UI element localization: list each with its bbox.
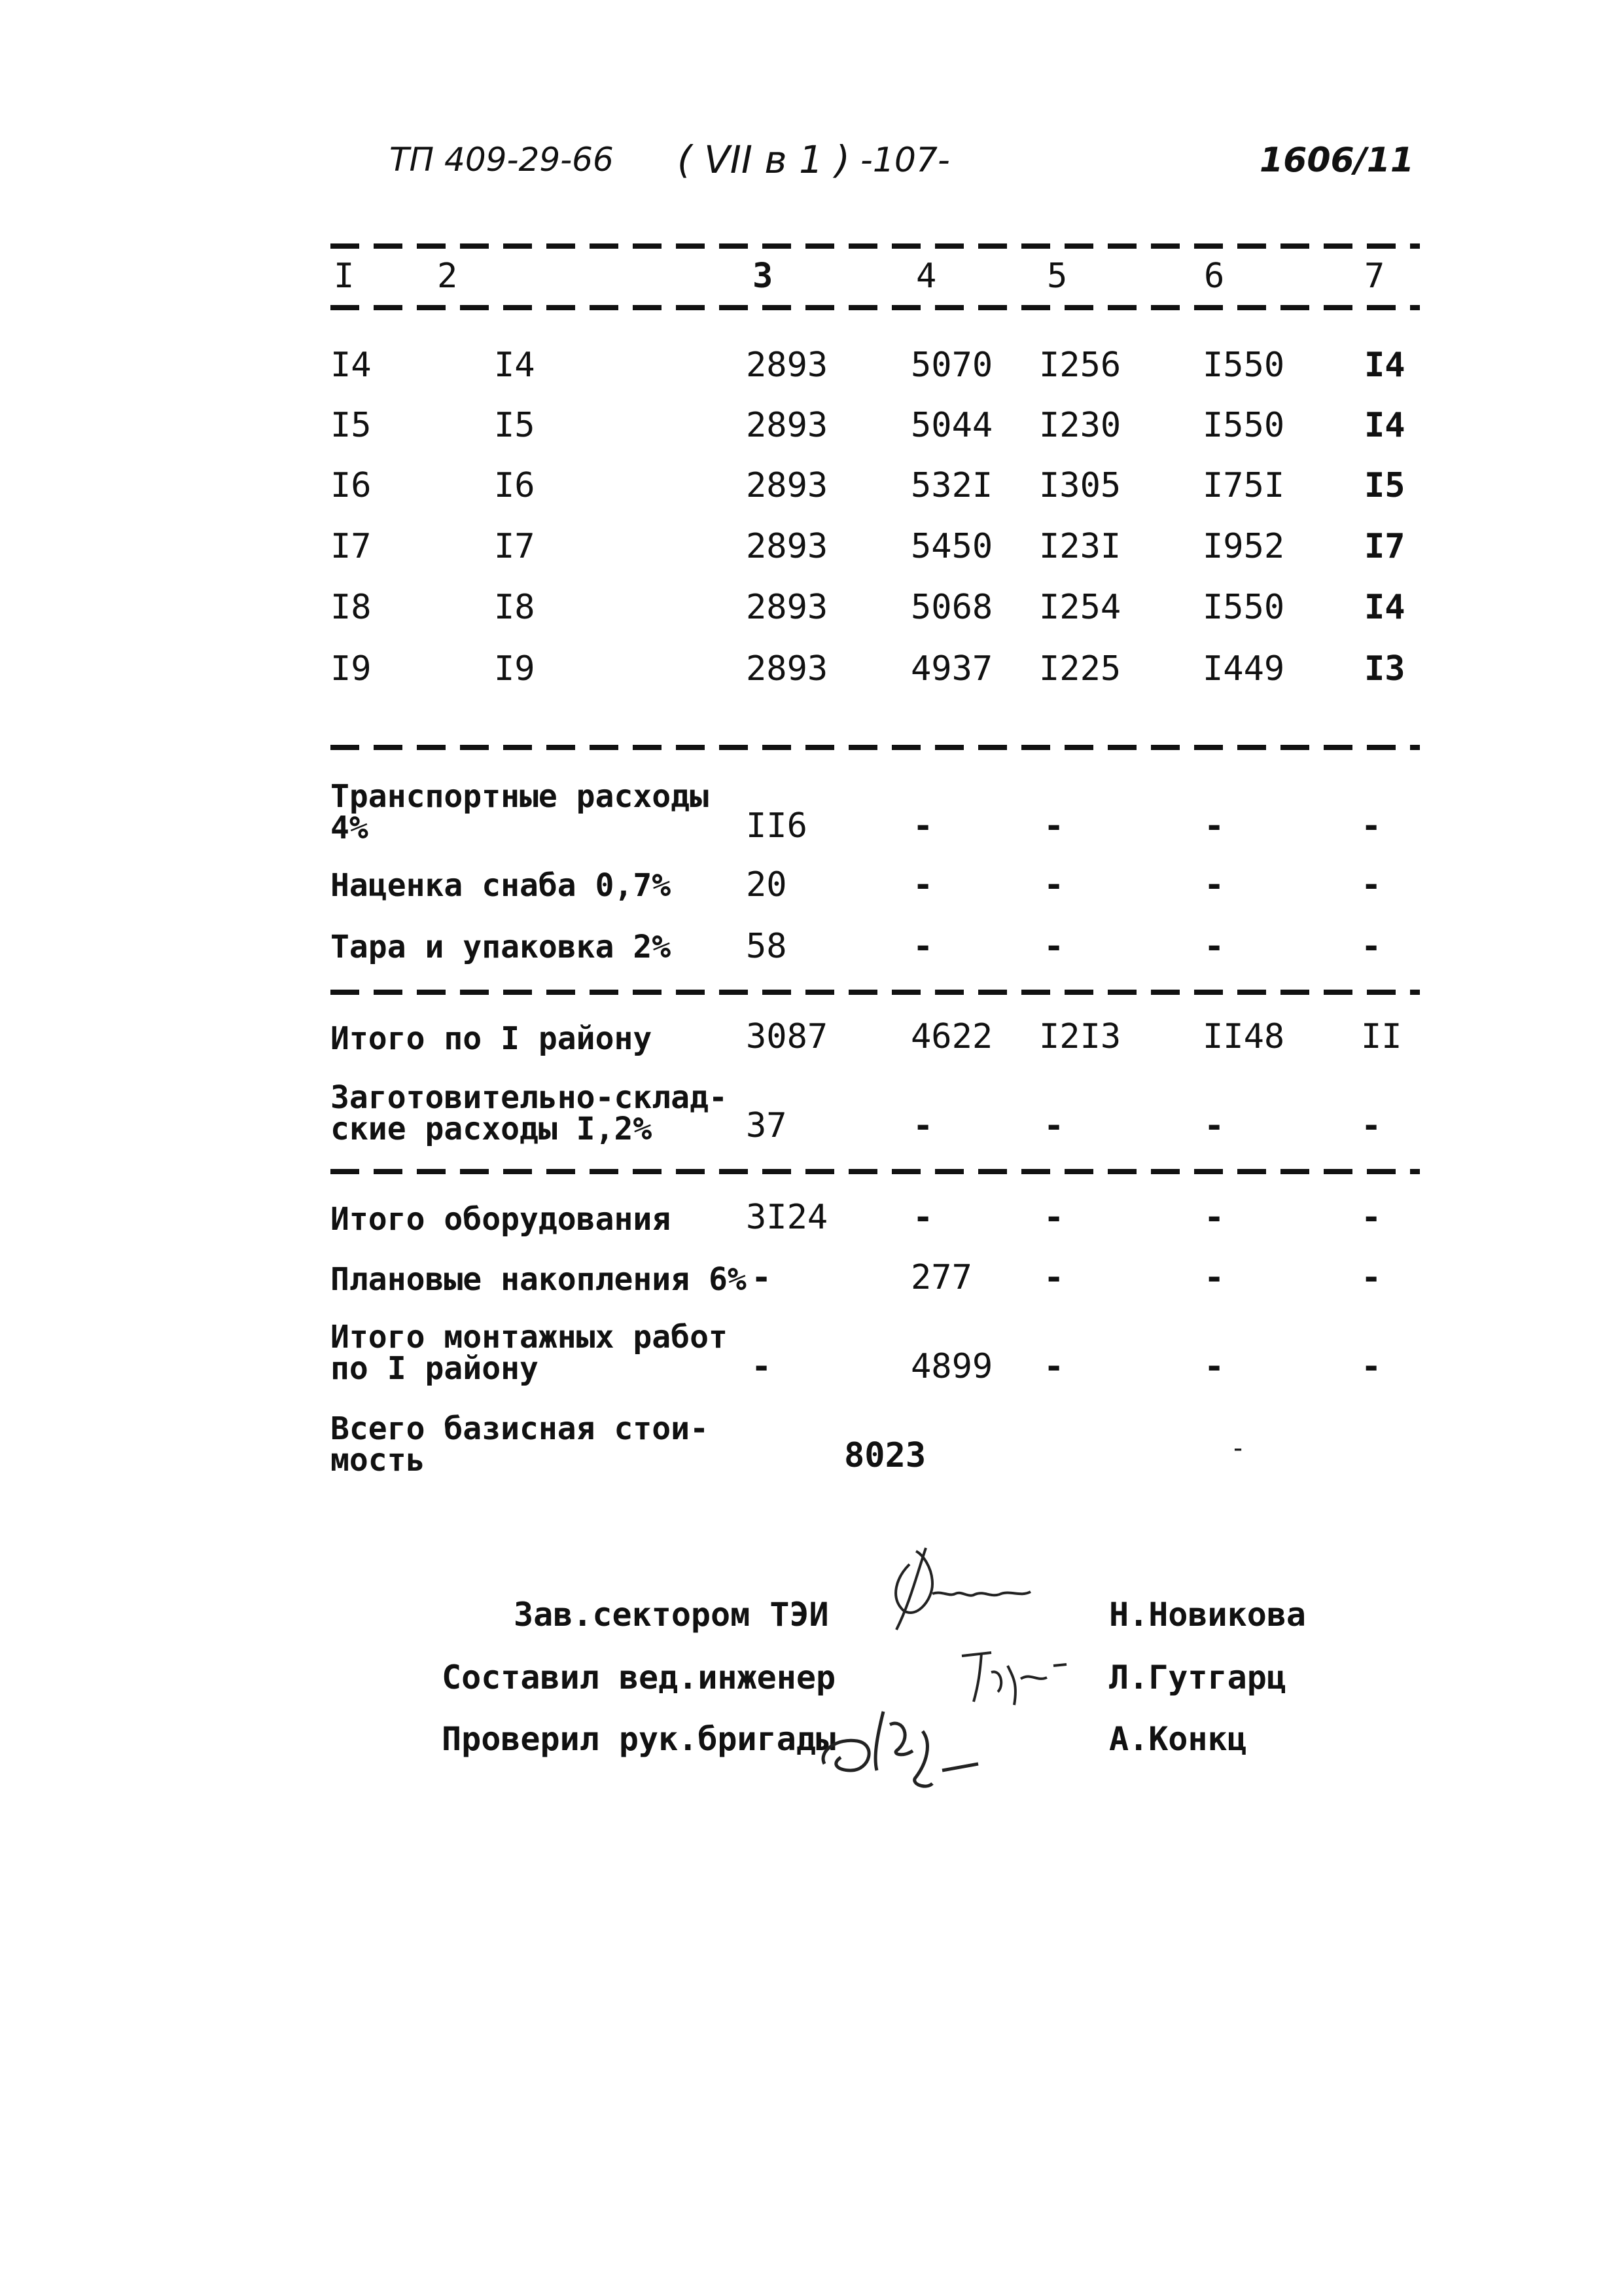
- summary-value: -: [1361, 1198, 1382, 1237]
- summary-label: Заготовительно-склад-: [330, 1079, 728, 1116]
- table-cell: 2893: [746, 527, 828, 566]
- document-code: ТП 409-29-66: [389, 141, 614, 179]
- table-cell: I23I: [1039, 527, 1121, 566]
- summary-value: -: [1044, 927, 1065, 966]
- summary-value: 58: [746, 927, 787, 966]
- summary-value: -: [913, 927, 934, 966]
- summary-label: Итого оборудования: [330, 1201, 671, 1238]
- summary-label: Транспортные расходы: [330, 778, 709, 815]
- table-cell: 5044: [911, 406, 993, 445]
- col-header-5: 5: [1047, 257, 1068, 296]
- summary-label: 4%: [330, 810, 368, 846]
- table-cell: 2893: [746, 406, 828, 445]
- summary-value: -: [1204, 1347, 1225, 1386]
- summary-value: -: [1044, 865, 1065, 905]
- summary-value: -: [1044, 1106, 1065, 1145]
- table-cell: I254: [1039, 588, 1121, 627]
- table-cell: I952: [1203, 527, 1285, 566]
- table-cell: I6: [330, 466, 372, 505]
- summary-value: -: [1204, 1198, 1225, 1237]
- rule-subtotal: [330, 990, 1420, 995]
- sheet-number: 1606/11: [1260, 141, 1415, 180]
- signature-role: Зав.сектором ТЭИ: [514, 1596, 829, 1634]
- summary-value: 37: [746, 1106, 787, 1145]
- signature-name: А.Конкц: [1109, 1720, 1247, 1758]
- table-cell: I5: [494, 406, 535, 445]
- grand-total-value: 8023: [844, 1436, 927, 1475]
- table-cell: I75I: [1203, 466, 1285, 505]
- table-cell: 5068: [911, 588, 993, 627]
- summary-value: 4899: [911, 1347, 993, 1386]
- col-header-3: 3: [752, 257, 773, 296]
- summary-value: -: [1204, 865, 1225, 905]
- table-cell: 5450: [911, 527, 993, 566]
- rule-equipment: [330, 1169, 1420, 1174]
- handwritten-signature: [870, 1538, 1067, 1643]
- col-header-1: I: [334, 257, 355, 296]
- table-cell: I550: [1203, 346, 1285, 385]
- table-cell: I550: [1203, 588, 1285, 627]
- summary-value: 3I24: [746, 1198, 828, 1237]
- summary-value: -: [1044, 806, 1065, 846]
- table-cell: 2893: [746, 346, 828, 385]
- summary-label: Наценка снаба 0,7%: [330, 867, 671, 904]
- rule-top: [330, 243, 1420, 249]
- summary-value: 3087: [746, 1017, 828, 1056]
- summary-value: -: [1230, 1433, 1246, 1463]
- summary-value: -: [1361, 806, 1382, 846]
- summary-value: -: [913, 1198, 934, 1237]
- signature-role: Составил вед.инженер: [442, 1659, 836, 1696]
- summary-label: ские расходы I,2%: [330, 1111, 652, 1147]
- table-cell: I6: [494, 466, 535, 505]
- table-cell: I3: [1364, 649, 1405, 689]
- summary-value: -: [1204, 1106, 1225, 1145]
- page-number: -107-: [860, 141, 950, 180]
- table-cell: I550: [1203, 406, 1285, 445]
- summary-value: 277: [911, 1258, 972, 1297]
- table-cell: I449: [1203, 649, 1285, 689]
- table-cell: 2893: [746, 588, 828, 627]
- table-cell: I256: [1039, 346, 1121, 385]
- table-cell: I7: [1364, 527, 1405, 566]
- summary-label: по I району: [330, 1350, 538, 1387]
- table-cell: I8: [494, 588, 535, 627]
- table-cell: 5070: [911, 346, 993, 385]
- summary-value: II6: [746, 806, 807, 846]
- summary-label: Всего базисная стои-: [330, 1410, 709, 1447]
- handwritten-signature: [811, 1685, 1008, 1797]
- summary-value: I2I3: [1039, 1017, 1121, 1056]
- table-cell: I4: [330, 346, 372, 385]
- summary-label: Итого монтажных работ: [330, 1319, 728, 1355]
- table-cell: I8: [330, 588, 372, 627]
- table-cell: I9: [494, 649, 535, 689]
- summary-value: -: [1204, 927, 1225, 966]
- table-cell: I7: [330, 527, 372, 566]
- table-cell: 4937: [911, 649, 993, 689]
- summary-value: -: [913, 865, 934, 905]
- table-cell: I7: [494, 527, 535, 566]
- rule-data-end: [330, 745, 1420, 750]
- table-cell: I5: [1364, 466, 1405, 505]
- table-cell: I4: [1364, 346, 1405, 385]
- col-header-2: 2: [437, 257, 458, 296]
- summary-value: -: [1044, 1198, 1065, 1237]
- rule-header: [330, 305, 1420, 310]
- summary-value: -: [751, 1258, 772, 1297]
- summary-label: Тара и упаковка 2%: [330, 929, 671, 965]
- sheet-reference: ( VII в 1 ): [677, 137, 850, 182]
- summary-value: -: [1361, 1258, 1382, 1297]
- summary-value: -: [1044, 1347, 1065, 1386]
- summary-value: -: [1361, 1106, 1382, 1145]
- table-cell: 532I: [911, 466, 993, 505]
- summary-value: 20: [746, 865, 787, 905]
- summary-value: -: [1204, 1258, 1225, 1297]
- summary-value: -: [1204, 806, 1225, 846]
- table-cell: I4: [1364, 588, 1405, 627]
- summary-label: мость: [330, 1442, 425, 1479]
- summary-value: -: [1361, 927, 1382, 966]
- table-cell: 2893: [746, 466, 828, 505]
- signature-role: Проверил рук.бригады: [442, 1720, 836, 1758]
- col-header-7: 7: [1364, 257, 1385, 296]
- table-cell: I225: [1039, 649, 1121, 689]
- table-cell: I305: [1039, 466, 1121, 505]
- summary-label: Итого по I району: [330, 1020, 652, 1057]
- signature-name: Н.Новикова: [1109, 1596, 1307, 1634]
- summary-value: -: [1044, 1258, 1065, 1297]
- summary-value: 4622: [911, 1017, 993, 1056]
- summary-value: II48: [1203, 1017, 1285, 1056]
- summary-value: -: [913, 1106, 934, 1145]
- table-cell: I9: [330, 649, 372, 689]
- col-header-4: 4: [916, 257, 937, 296]
- table-cell: I4: [1364, 406, 1405, 445]
- summary-label: Плановые накопления 6%: [330, 1261, 747, 1298]
- summary-value: -: [1361, 1347, 1382, 1386]
- summary-value: -: [751, 1347, 772, 1386]
- summary-value: -: [1361, 865, 1382, 905]
- table-cell: 2893: [746, 649, 828, 689]
- signature-name: Л.Гутгарц: [1109, 1659, 1286, 1696]
- summary-value: -: [913, 806, 934, 846]
- table-cell: I5: [330, 406, 372, 445]
- summary-value: II: [1361, 1017, 1402, 1056]
- table-cell: I230: [1039, 406, 1121, 445]
- table-cell: I4: [494, 346, 535, 385]
- col-header-6: 6: [1204, 257, 1225, 296]
